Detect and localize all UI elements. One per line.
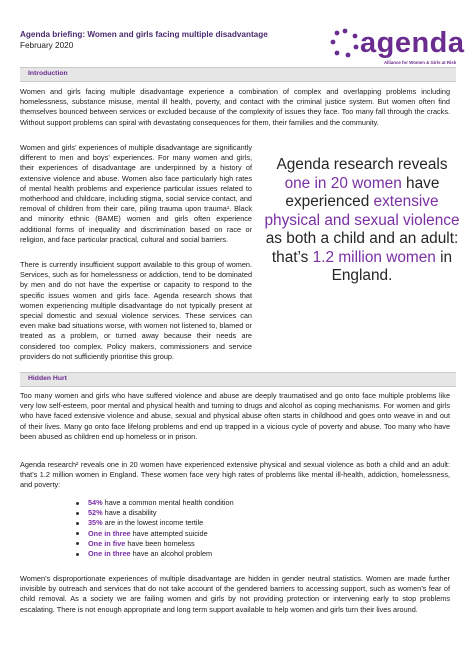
logo-wordmark: agenda xyxy=(360,27,465,59)
section-heading-hidden-hurt: Hidden Hurt xyxy=(28,374,67,382)
stat-value: One in five xyxy=(88,538,126,548)
stat-label: have been homeless xyxy=(125,538,195,548)
bullet-icon xyxy=(76,542,79,545)
quote-text-4: in England. xyxy=(331,248,453,284)
quote-text-3: as both a child and an adult: that’s xyxy=(265,230,459,266)
bullet-icon xyxy=(76,553,79,556)
list-item xyxy=(76,529,234,539)
list-item xyxy=(76,539,234,549)
bullet-icon xyxy=(76,502,79,505)
statistics-list xyxy=(76,498,234,559)
list-item xyxy=(76,508,234,518)
stat-value: 54% xyxy=(88,498,103,507)
stat-label: have an alcohol problem xyxy=(130,549,213,559)
list-item xyxy=(76,549,234,559)
intro-paragraph-3: There is currently insufficient support available to this group of women. Services, such as for homelessness or addiction, tend to be dominated by men and do not have the expertise or capacity to respond to the specific issues women and girls face. Agenda research shows that women experiencing multiple disadvantage do not typically present at special domestic and sexual violence services. These services can even make bad situations worse, with women not listened to, blamed or treated as a problem, or turned away because their needs are considered too complex. Policy makers, commissioners and service providers do not sufficiently prioritise this group. xyxy=(20,260,252,361)
section-bar-introduction xyxy=(20,67,456,82)
stat-label: are in the lowest income tertile xyxy=(102,518,204,528)
quote-text-2: have experienced xyxy=(285,174,440,210)
section-bar-hidden-hurt xyxy=(20,372,456,387)
intro-paragraph-2: Women and girls’ experiences of multiple disadvantage are significantly different to men and boys’ experiences. For many women and girls, their experiences of disadvantage are underpinned by a history of extensive violence and abuse. Women also face particularly high rates of mental health problems and experience particular issues related to motherhood and childcare, including stigma, social service contact, and removal of children from their care, piling trauma upon trauma¹. Black and minority ethnic (BAME) women and girls often experience additional forms of inequality and discrimination based on race or religion, and face particular practical, cultural and social barriers. xyxy=(20,143,252,244)
document-title: Agenda briefing: Women and girls facing multiple disadvantage xyxy=(20,30,268,39)
section-heading-introduction: Introduction xyxy=(28,69,68,77)
intro-paragraph-1: Women and girls facing multiple disadvantage experience a combination of complex and overlapping problems including homelessness, substance misuse, mental ill health, poverty, and contact with the criminal justice system. But women often find themselves bounced between services or excluded because of the complexity of issues they face. Too many fall through the cracks. Without support problems can spiral with devastating consequences for them, their families and the community. xyxy=(20,87,450,127)
document-header xyxy=(20,29,320,51)
pull-quote xyxy=(262,156,462,286)
bullet-icon xyxy=(76,522,79,525)
list-item xyxy=(76,498,234,508)
agenda-logo-mark-icon xyxy=(330,28,360,58)
document-date: February 2020 xyxy=(20,41,74,50)
hidden-paragraph-3: Women’s disproportionate experiences of multiple disadvantage are hidden in gender neutral statistics. Women are made further invisible by outreach and services that do not take account of the gendered barriers to accessing support, such as women’s fear of child removal. As a society we are failing women and girls by not providing protection or intervening early to stop problems escalating. There is not enough appropriate and long term support available to help women and girls turn their lives around. xyxy=(20,574,450,614)
stat-label: have a common mental health condition xyxy=(102,498,234,507)
stat-label: have a disability xyxy=(102,508,157,518)
hidden-paragraph-2: Agenda research² reveals one in 20 women have experienced extensive physical and sexual violence as both a child and an adult: that’s 1.2 million women in England. These women face very high rates of problems like mental ill-health, addiction, homelessness, and poverty: xyxy=(20,460,450,490)
quote-highlight-2: extensive physical and sexual violence xyxy=(264,193,460,229)
logo-tagline: Alliance for Women & Girls at Risk xyxy=(384,60,457,65)
stat-value: One in three xyxy=(88,549,131,559)
stat-value: 52% xyxy=(88,508,103,518)
agenda-logo xyxy=(330,26,465,70)
stat-value: 35% xyxy=(88,518,103,528)
quote-text-1: Agenda research reveals xyxy=(276,156,448,173)
stat-label: have attempted suicide xyxy=(130,528,208,538)
hidden-paragraph-1: Too many women and girls who have suffered violence and abuse are deeply traumatised and go onto face multiple problems like very low self-esteem, poor mental and physical health and turning to drugs and alcohol as coping mechanisms. For women and girls who have faced extensive violence and abuse, sexual and physical abuse often starts in childhood and goes onto weave in and out of their lives. Many go onto face lifelong problems and end up trapped in a vicious cycle of poverty and abuse. Too many who have been abused as children end up homeless or in prison. xyxy=(20,391,450,441)
list-item xyxy=(76,518,234,528)
bullet-icon xyxy=(76,532,79,535)
quote-highlight-3: 1.2 million women xyxy=(312,248,436,266)
quote-highlight-1: one in 20 women xyxy=(284,174,402,192)
stat-value: One in three xyxy=(88,528,131,538)
bullet-icon xyxy=(76,512,79,515)
